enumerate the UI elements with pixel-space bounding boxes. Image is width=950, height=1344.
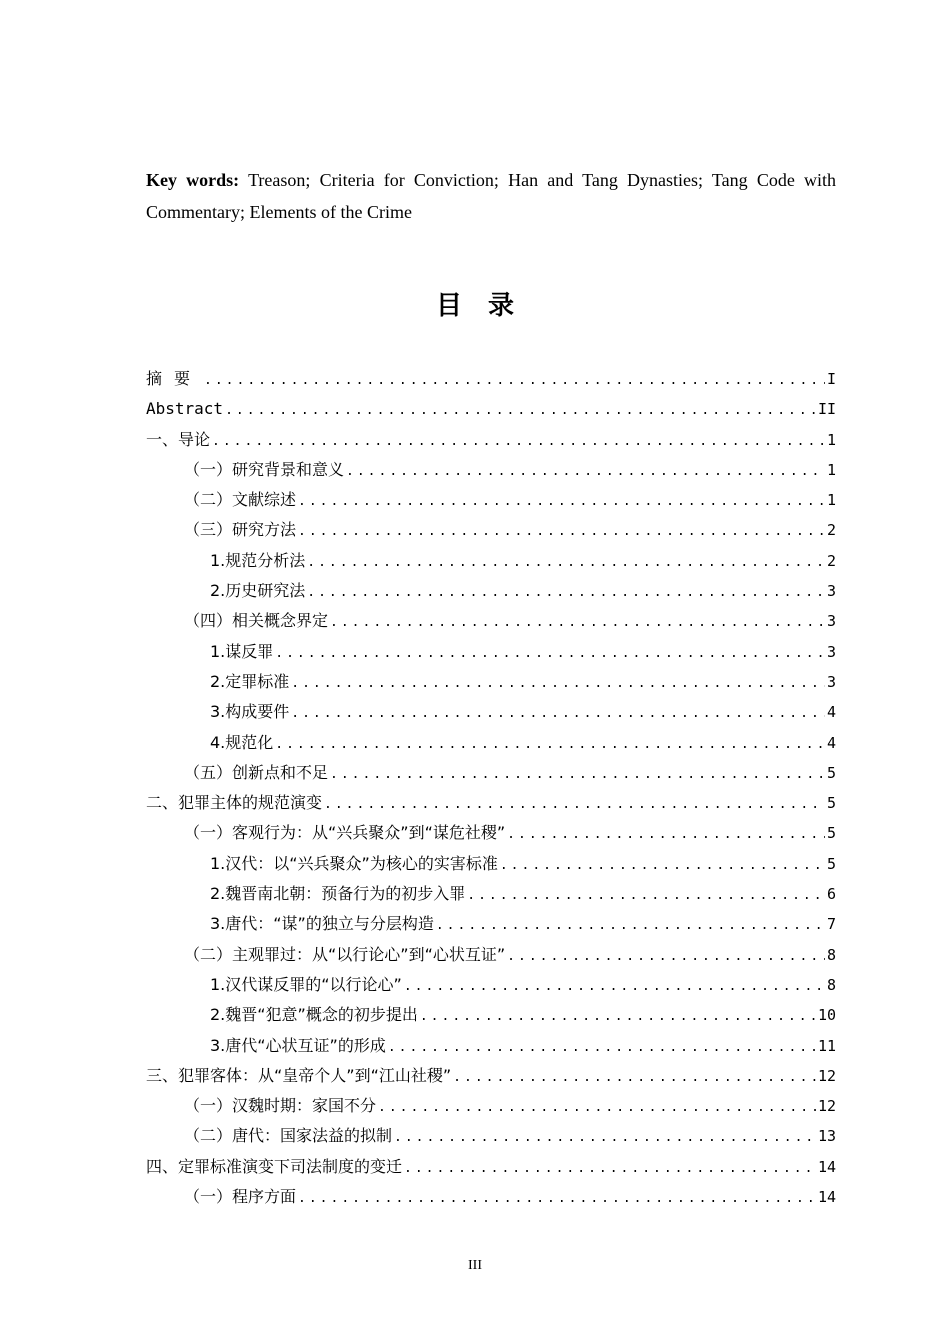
toc-entry-page: 12 — [817, 1097, 836, 1116]
toc-entry-label: 3.唐代：“谋”的独立与分层构造 — [210, 914, 434, 934]
toc-entry[interactable] — [146, 515, 836, 545]
toc-entry[interactable] — [146, 909, 836, 939]
keywords-paragraph — [146, 164, 836, 228]
toc-entry-label: 三、犯罪客体：从“皇帝个人”到“江山社稷” — [146, 1065, 452, 1085]
toc-leader-dots — [330, 760, 825, 788]
toc-leader-dots — [346, 457, 825, 485]
toc-leader-dots — [291, 669, 825, 697]
toc-entry-page: 1 — [826, 460, 836, 479]
toc-entry-label: 四、定罪标准演变下司法制度的变迁 — [146, 1156, 403, 1176]
toc-leader-dots — [404, 1154, 816, 1182]
toc-entry-page: 8 — [826, 975, 836, 994]
toc-leader-dots — [453, 1063, 816, 1091]
keywords-label: Key words: — [146, 170, 240, 190]
toc-leader-dots — [388, 1033, 816, 1061]
toc-entry[interactable] — [146, 970, 836, 1000]
toc-entry-page: II — [817, 400, 836, 419]
toc-entry-page: 3 — [826, 612, 836, 631]
toc-leader-dots — [507, 820, 825, 848]
toc-leader-dots — [467, 881, 825, 909]
toc-entry[interactable] — [146, 546, 836, 576]
toc-entry-page: 2 — [826, 551, 836, 570]
toc-entry-label: 一、导论 — [146, 429, 211, 449]
toc-leader-dots — [225, 396, 816, 424]
toc-entry-page: 3 — [826, 582, 836, 601]
toc-entry[interactable] — [146, 576, 836, 606]
toc-entry[interactable] — [146, 879, 836, 909]
toc-entry[interactable] — [146, 425, 836, 455]
toc-entry-page: 4 — [826, 703, 836, 722]
toc-leader-dots — [291, 699, 825, 727]
toc-entry[interactable] — [146, 697, 836, 727]
toc-entry-label: 1.汉代谋反罪的“以行论心” — [210, 974, 402, 994]
table-of-contents — [146, 364, 836, 1212]
toc-leader-dots — [307, 578, 825, 606]
toc-leader-dots — [507, 942, 825, 970]
toc-leader-dots — [420, 1002, 816, 1030]
toc-title: 目录 — [435, 291, 540, 321]
toc-entry[interactable] — [146, 1091, 836, 1121]
toc-entry-label: 2.定罪标准 — [210, 671, 290, 691]
page-number: III — [468, 1258, 482, 1273]
toc-entry[interactable] — [146, 940, 836, 970]
toc-entry-page: 7 — [826, 915, 836, 934]
toc-entry-page: 3 — [826, 672, 836, 691]
toc-entry-page: 14 — [817, 1188, 836, 1207]
toc-entry[interactable] — [146, 455, 836, 485]
toc-entry-label: 3.构成要件 — [210, 702, 290, 722]
toc-entry-page: 2 — [826, 521, 836, 540]
toc-entry[interactable] — [146, 1121, 836, 1151]
toc-entry-label: （二）文献综述 — [184, 490, 297, 510]
toc-entry[interactable] — [146, 637, 836, 667]
toc-entry-label: 2.魏晋“犯意”概念的初步提出 — [210, 1005, 418, 1025]
toc-entry-page: 3 — [826, 642, 836, 661]
toc-entry-label: Abstract — [146, 399, 224, 419]
toc-entry-page: 1 — [826, 491, 836, 510]
toc-entry-page: 5 — [826, 763, 836, 782]
toc-entry[interactable] — [146, 1061, 836, 1091]
toc-leader-dots — [378, 1093, 816, 1121]
toc-leader-dots — [500, 851, 825, 879]
toc-entry-page: I — [826, 370, 836, 388]
toc-entry[interactable] — [146, 728, 836, 758]
toc-entry-page: 5 — [826, 854, 836, 873]
toc-entry-page: 13 — [817, 1127, 836, 1146]
toc-entry[interactable] — [146, 394, 836, 424]
toc-entry-page: 4 — [826, 733, 836, 752]
toc-entry-page: 5 — [826, 794, 836, 813]
toc-entry[interactable] — [146, 667, 836, 697]
toc-entry-label: （一）程序方面 — [184, 1187, 297, 1207]
toc-leader-dots — [212, 427, 825, 455]
toc-leader-dots — [436, 911, 825, 939]
toc-leader-dots — [298, 487, 825, 515]
toc-leader-dots — [330, 608, 825, 636]
toc-entry-label: （一）汉魏时期：家国不分 — [184, 1096, 377, 1116]
toc-entry[interactable] — [146, 849, 836, 879]
toc-entry[interactable] — [146, 364, 836, 394]
toc-entry-label: 摘要 — [146, 369, 203, 388]
toc-entry-label: 二、犯罪主体的规范演变 — [146, 793, 323, 813]
toc-entry-label: （三）研究方法 — [184, 520, 297, 540]
toc-entry[interactable] — [146, 485, 836, 515]
toc-leader-dots — [404, 972, 825, 1000]
toc-entry-page: 10 — [817, 1006, 836, 1025]
toc-entry[interactable] — [146, 1152, 836, 1182]
toc-entry-label: （二）唐代：国家法益的拟制 — [184, 1126, 393, 1146]
toc-entry-label: （四）相关概念界定 — [184, 611, 329, 631]
toc-entry-page: 5 — [826, 824, 836, 843]
toc-entry[interactable] — [146, 758, 836, 788]
toc-entry-page: 14 — [817, 1157, 836, 1176]
keywords-text: Treason; Criteria for Conviction; Han and Tang Dynasties; Tang Code with Commentary; Elements of the Crime — [146, 170, 836, 222]
toc-entry-label: 2.历史研究法 — [210, 581, 306, 601]
toc-entry-label: 3.唐代“心状互证”的形成 — [210, 1035, 386, 1055]
toc-entry-page: 11 — [817, 1036, 836, 1055]
toc-entry[interactable] — [146, 1000, 836, 1030]
toc-entry[interactable] — [146, 788, 836, 818]
toc-leader-dots — [324, 790, 825, 818]
toc-entry-page: 6 — [826, 885, 836, 904]
toc-entry[interactable] — [146, 606, 836, 636]
toc-leader-dots — [298, 517, 825, 545]
toc-leader-dots — [394, 1123, 816, 1151]
toc-leader-dots — [298, 1184, 816, 1212]
toc-entry-label: （一）研究背景和意义 — [184, 459, 345, 479]
toc-entry-page: 1 — [826, 430, 836, 449]
toc-entry-label: 1.谋反罪 — [210, 641, 274, 661]
toc-entry[interactable] — [146, 818, 836, 848]
toc-entry-label: （一）客观行为：从“兴兵聚众”到“谋危社稷” — [184, 823, 506, 843]
toc-entry-label: 1.汉代：以“兴兵聚众”为核心的实害标准 — [210, 853, 498, 873]
toc-entry-label: （五）创新点和不足 — [184, 762, 329, 782]
toc-entry-label: （二）主观罪过：从“以行论心”到“心状互证” — [184, 944, 506, 964]
toc-entry-page: 8 — [826, 945, 836, 964]
toc-leader-dots — [204, 366, 825, 394]
toc-entry-label: 1.规范分析法 — [210, 550, 306, 570]
toc-leader-dots — [275, 639, 825, 667]
toc-entry-label: 2.魏晋南北朝：预备行为的初步入罪 — [210, 884, 466, 904]
toc-leader-dots — [275, 730, 825, 758]
toc-entry[interactable] — [146, 1182, 836, 1212]
toc-leader-dots — [307, 548, 825, 576]
toc-entry-page: 12 — [817, 1066, 836, 1085]
toc-entry[interactable] — [146, 1031, 836, 1061]
toc-entry-label: 4.规范化 — [210, 732, 274, 752]
